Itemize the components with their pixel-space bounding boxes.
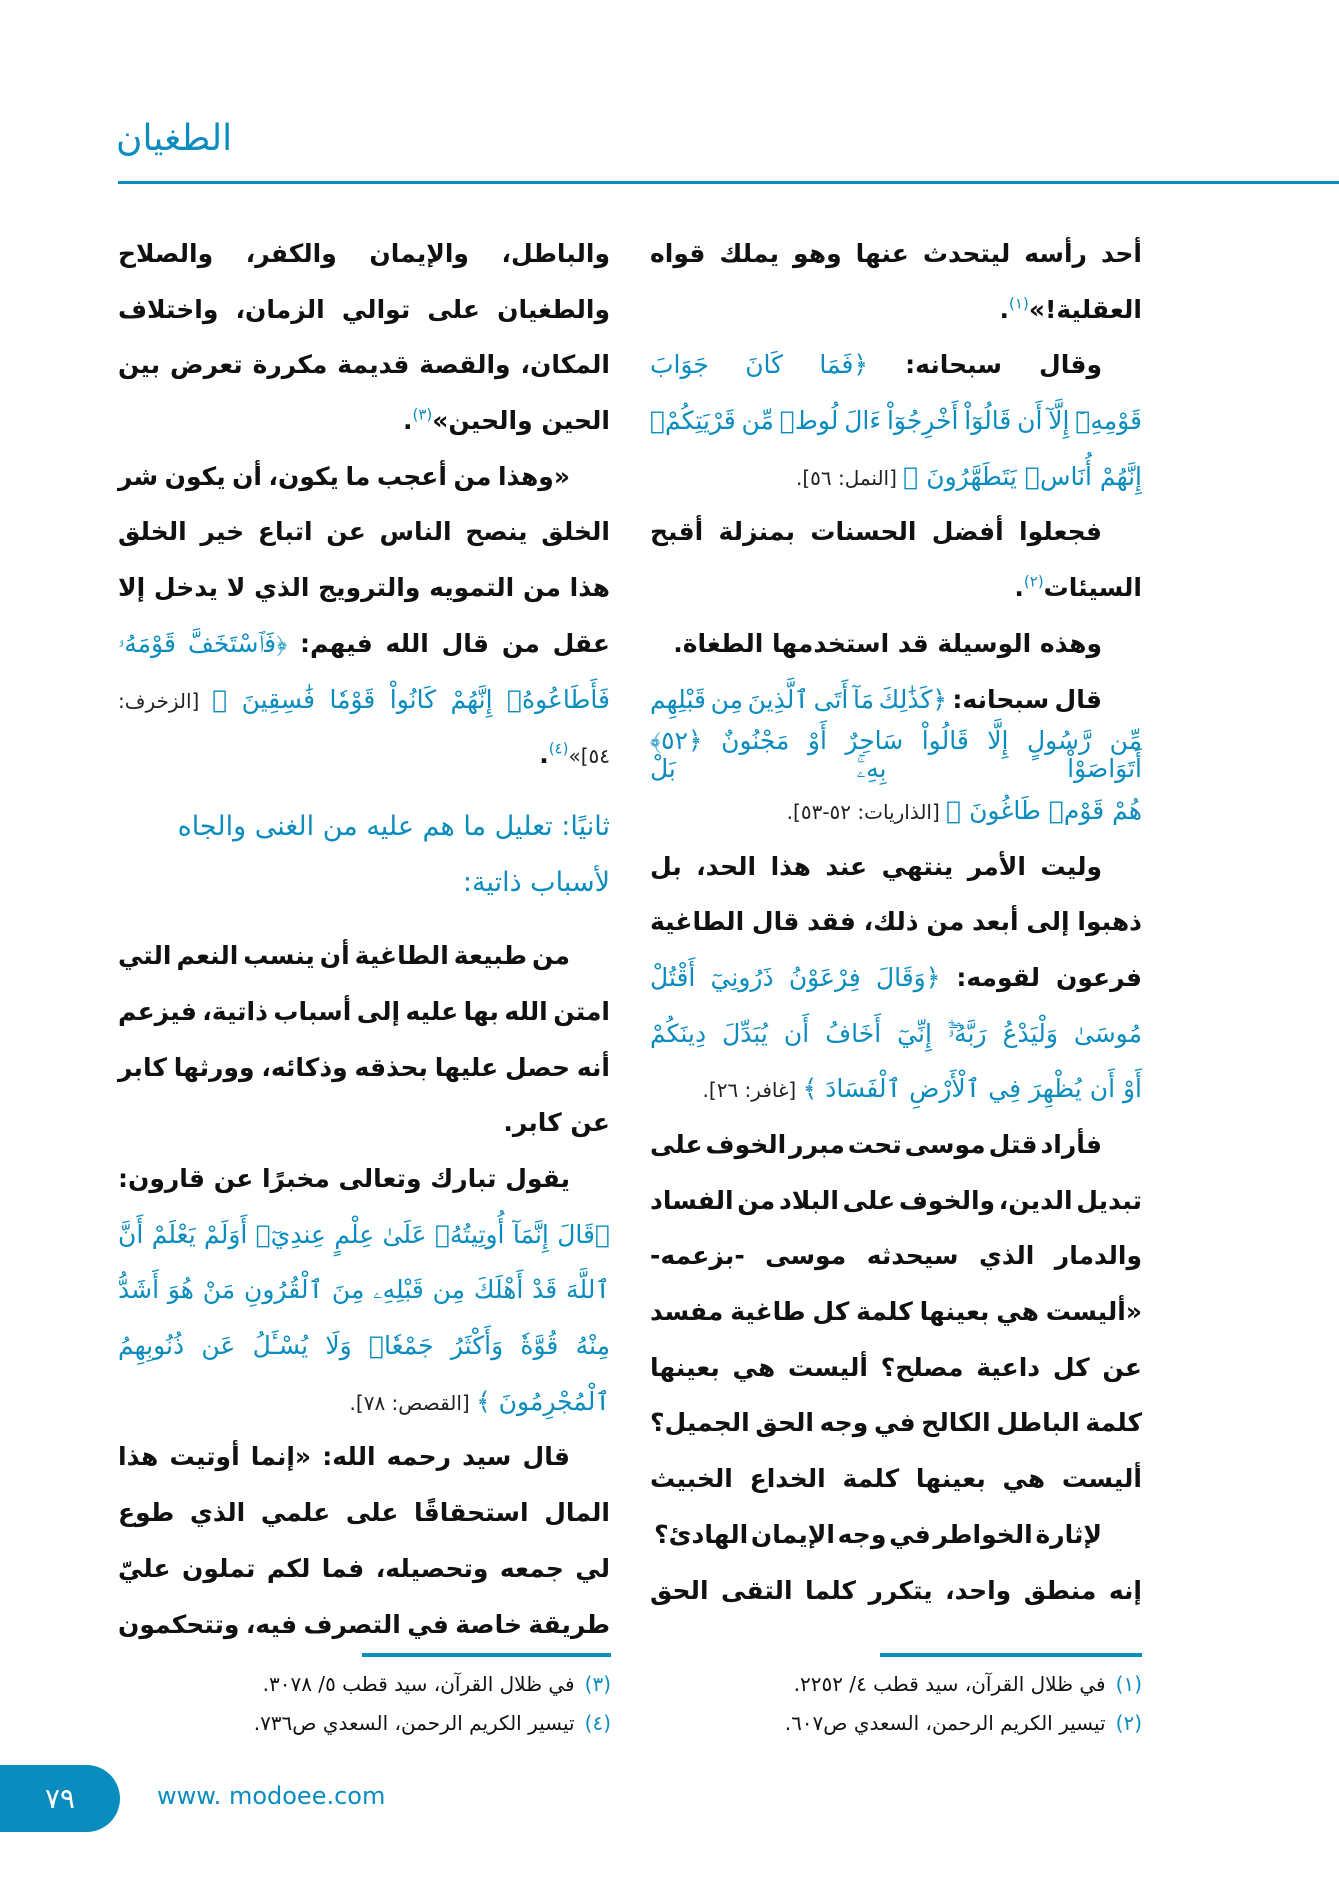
body-text: أنه حصل عليها بحذقه وذكائه، وورثها كابر [118, 1052, 610, 1082]
body-text: عقل من قال الله فيهم: [287, 628, 610, 658]
text-line [650, 560, 1142, 616]
body-text: . [539, 740, 549, 770]
footnote-divider-left [362, 1653, 611, 1657]
text-line [118, 504, 610, 560]
body-text: والدمار الذي سيحدثه موسى -بزعمه- [650, 1241, 1142, 1271]
body-text: من طبيعة الطاغية أن ينسب النعم التي [118, 941, 570, 971]
text-line [118, 928, 610, 984]
text-line [650, 839, 1142, 895]
text-line [650, 1507, 1142, 1563]
verse-reference: [الزخرف: [118, 688, 213, 713]
section-heading: ثانيًا: تعليل ما هم عليه من الغنى والجاه [177, 810, 610, 842]
footnote-marker[interactable]: (٤) [548, 739, 569, 758]
text-line [650, 616, 1142, 672]
footnote-text: تيسير الكريم الرحمن، السعدي ص٦٠٧. [784, 1711, 1106, 1735]
text-line [650, 783, 1142, 839]
verse-reference: [غافر: ٢٦]. [702, 1078, 803, 1103]
verse-reference: [القصص: ٧٨]. [349, 1390, 477, 1415]
body-text: الحين والحين» [432, 406, 610, 436]
body-text: السيئات [1043, 573, 1142, 603]
text-line [650, 950, 1142, 1006]
text-line [118, 560, 610, 616]
text-line [118, 449, 610, 505]
quran-verse: ﴿فَٱسْتَخَفَّ قَوْمَهُۥ [118, 628, 288, 658]
body-text: . [402, 406, 413, 436]
body-text: وليت الأمر ينتهي عند هذا الحد، بل [650, 851, 1102, 881]
website-link[interactable]: www. modoee.com [157, 1782, 386, 1810]
text-line [118, 1429, 610, 1485]
text-line [118, 1541, 610, 1597]
footnote-text: في ظلال القرآن، سيد قطب ٥/ ٣٠٧٨. [262, 1672, 575, 1696]
quran-verse: ﴿كَذَٰلِكَ مَآ أَتَى ٱلَّذِينَ مِن قَبْلِهِم [650, 684, 948, 714]
text-line [118, 1318, 610, 1374]
text-line [118, 1485, 610, 1541]
header-divider [118, 181, 1339, 184]
text-line [118, 226, 610, 282]
section-heading-line [118, 855, 610, 911]
footnote-marker[interactable]: (١) [1009, 294, 1029, 313]
text-line [118, 1040, 610, 1096]
body-text: وهذه الوسيلة قد استخدمها الطغاة. [673, 628, 1102, 658]
text-line [118, 672, 610, 728]
text-line [118, 727, 610, 783]
body-text: فأراد قتل موسى تحت مبرر الخوف على [650, 1130, 1102, 1159]
quran-verse: ٱللَّهَ قَدْ أَهْلَكَ مِن قَبْلِهِۦ مِنَ ٱلْقُرُونِ مَنْ هُوَ أَشَدُّ [118, 1275, 610, 1305]
body-text: فرعون لقومه: [940, 962, 1142, 992]
quran-verse: هُمْ قَوْمٞ طَاغُونَ ﴾ [946, 795, 1142, 825]
text-line [650, 1340, 1142, 1396]
text-line [650, 1228, 1142, 1284]
footnote-text: في ظلال القرآن، سيد قطب ٤/ ٢٢٥٢. [793, 1672, 1106, 1696]
text-line [650, 1117, 1142, 1173]
body-text: لإثارة الخواطر في وجه الإيمان الهادئ؟ [654, 1519, 1102, 1549]
body-text: فجعلوا أفضل الحسنات بمنزلة أقبح [650, 517, 1102, 547]
verse-reference: [الذاريات: ٥٢-٥٣]. [786, 799, 947, 824]
body-text: عن كل داعية مصلح؟ أليست هي بعينها [650, 1352, 1142, 1382]
body-text: . [1014, 573, 1024, 603]
body-text: طريقة خاصة في التصرف فيه، وتتحكمون [118, 1609, 610, 1639]
text-line [650, 282, 1142, 338]
footnote-marker[interactable]: (٢) [1023, 572, 1044, 591]
body-text: كلمة الباطل الكالح في وجه الحق الجميل؟ [650, 1408, 1142, 1438]
footnote [254, 1665, 611, 1704]
quran-verse: مُوسَىٰ وَلْيَدْعُ رَبَّهُۥٓۖ إِنِّيٓ أَخَافُ أَن يُبَدِّلَ دِينَكُمْ [650, 1018, 1142, 1048]
body-text: هذا من التمويه والترويج الذي لا يدخل إلا [118, 573, 610, 603]
text-line [650, 393, 1142, 449]
body-text: «أليست هي بعينها كلمة كل طاغية مفسد [650, 1297, 1142, 1327]
text-line [118, 1374, 610, 1430]
footnote-text: تيسير الكريم الرحمن، السعدي ص٧٣٦. [253, 1711, 575, 1735]
footnotes-left [254, 1665, 611, 1743]
text-line [650, 449, 1142, 505]
quran-verse: ٱلْمُجْرِمُونَ ﴾ [476, 1386, 610, 1416]
text-line [650, 337, 1142, 393]
body-text: قال سيد رحمه الله: «إنما أوتيت هذا [118, 1442, 570, 1472]
text-line [650, 894, 1142, 950]
text-line [650, 1061, 1142, 1117]
body-text: يقول تبارك وتعالى مخبرًا عن قارون: [118, 1164, 570, 1193]
text-line [650, 1173, 1142, 1229]
text-line [650, 226, 1142, 282]
quran-verse: ﴿فَمَا كَانَ جَوَابَ [650, 350, 869, 380]
footnote-number: (٢) [1115, 1711, 1142, 1735]
footnote [254, 1704, 611, 1743]
body-text: إنه منطق واحد، يتكرر كلما التقى الحق [650, 1575, 1142, 1605]
body-text: الخلق ينصح الناس عن اتباع خير الخلق [118, 517, 610, 547]
quran-verse: قَوْمِهِۦٓ إِلَّآ أَن قَالُوٓاْ أَخْرِجُوٓاْ ءَالَ لُوطٖ مِّن قَرْيَتِكُمْۖ [650, 406, 1142, 436]
quran-verse: ﴿قَالَ إِنَّمَآ أُوتِيتُهُۥ عَلَىٰ عِلْمٍ عِندِيٓۚ أَوَلَمْ يَعْلَمْ أَنَّ [118, 1219, 610, 1249]
text-line [118, 1262, 610, 1318]
text-line [118, 393, 610, 449]
body-text: «وهذا من أعجب ما يكون، أن يكون شر [118, 461, 570, 491]
body-text: العقلية!» [1028, 294, 1142, 324]
page-number: ٧٩ [0, 1765, 120, 1832]
quran-verse: مِنْهُ قُوَّةٗ وَأَكْثَرُ جَمْعٗاۚ وَلَا يُسْـَٔلُ عَن ذُنُوبِهِمُ [118, 1331, 610, 1361]
right-column [650, 226, 1142, 1618]
text-line [650, 504, 1142, 560]
verse-reference: ٥٤]» [568, 744, 610, 769]
footnote-number: (٤) [584, 1711, 611, 1735]
quran-verse: فَأَطَاعُوهُۚ إِنَّهُمْ كَانُواْ قَوْمٗا فَٰسِقِينَ ﴾ [212, 684, 610, 714]
text-line [650, 672, 1142, 728]
section-heading: لأسباب ذاتية: [462, 866, 610, 898]
text-line [650, 1395, 1142, 1451]
footnotes-right [785, 1665, 1142, 1743]
footnote-number: (٣) [584, 1672, 611, 1696]
body-text: والطغيان على توالي الزمان، واختلاف [118, 294, 610, 324]
text-line [118, 984, 610, 1040]
quran-verse: أَوْ أَن يُظْهِرَ فِي ٱلْأَرْضِ ٱلْفَسَادَ ﴾ [802, 1074, 1142, 1104]
text-line [118, 1207, 610, 1263]
text-line [118, 1151, 610, 1207]
body-text: . [999, 294, 1010, 324]
text-line [118, 1597, 610, 1653]
text-line [650, 1563, 1142, 1619]
body-text: امتن الله بها عليه إلى أسباب ذاتية، فيزعم [118, 996, 610, 1026]
text-line [650, 1284, 1142, 1340]
text-line [118, 1095, 610, 1151]
footnote-number: (١) [1115, 1672, 1142, 1696]
body-text: أليست هي بعينها كلمة الخداع الخبيث [650, 1464, 1142, 1494]
body-text: والباطل، والإيمان والكفر، والصلاح [118, 239, 610, 268]
text-line [650, 727, 1142, 783]
body-text: المال استحقاقًا على علمي الذي طوع [118, 1498, 610, 1528]
section-heading-line [118, 799, 610, 855]
text-line [118, 616, 610, 672]
quran-verse: ﴿وَقَالَ فِرْعَوْنُ ذَرُونِيٓ أَقْتُلْ [650, 962, 941, 992]
footnote-divider-right [880, 1653, 1142, 1657]
body-text: تبديل الدين، والخوف على البلاد من الفساد [650, 1185, 1142, 1215]
footnote-marker[interactable]: (٣) [412, 405, 433, 424]
footnote [785, 1665, 1142, 1704]
text-line [118, 337, 610, 393]
text-line [118, 282, 610, 338]
body-text: لي جمعه وتحصيله، فما لكم تملون عليّ [118, 1553, 610, 1583]
quran-verse: مِّن رَّسُولٍ إِلَّا قَالُواْ سَاحِرٌ أَوْ مَجْنُونٌ ﴿٥٢﴾ أَتَوَاصَوْاْ بِهِۦۚ بَلْ [650, 726, 1142, 784]
footnote [785, 1704, 1142, 1743]
body-text: وقال سبحانه: [868, 350, 1102, 380]
verse-reference: [النمل: ٥٦]. [795, 465, 904, 490]
body-text: ذهبوا إلى أبعد من ذلك، فقد قال الطاغية [650, 907, 1142, 937]
body-text: المكان، والقصة قديمة مكررة تعرض بين [118, 350, 610, 380]
text-line [650, 1451, 1142, 1507]
quran-verse: إِنَّهُمْ أُنَاسٞ يَتَطَهَّرُونَ ﴾ [903, 461, 1142, 491]
left-column [118, 226, 610, 1652]
body-text: أحد رأسه ليتحدث عنها وهو يملك قواه [650, 239, 1142, 268]
chapter-title: الطغيان [116, 118, 233, 159]
body-text: قال سبحانه: [947, 684, 1102, 714]
body-text: عن كابر. [503, 1108, 610, 1138]
text-line [650, 1006, 1142, 1062]
